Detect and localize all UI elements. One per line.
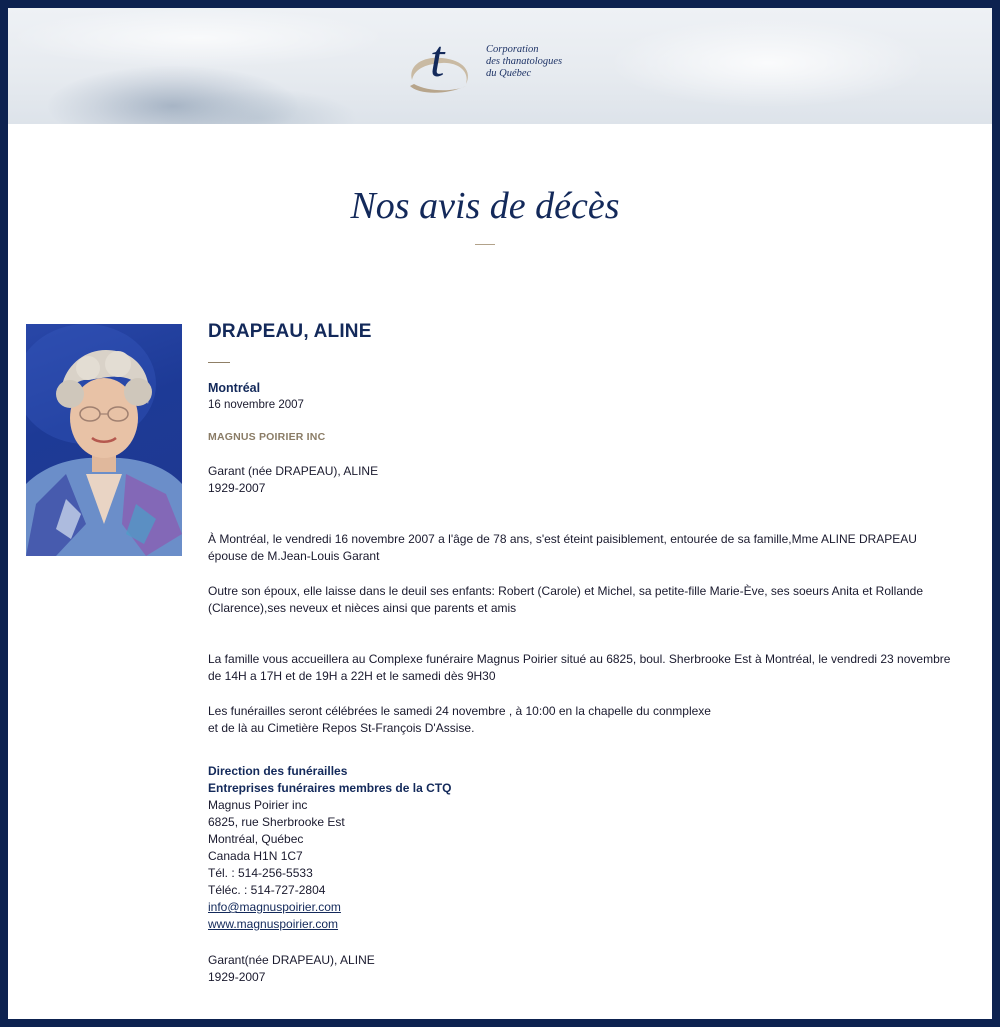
text-line: et de là au Cimetière Repos St-François D'Assise. — [208, 721, 475, 735]
funeral-direction-block — [208, 763, 958, 933]
sky-cloud — [608, 18, 928, 108]
obituary-paragraph — [208, 703, 958, 737]
text-line: 1929-2007 — [208, 481, 266, 495]
logo-letter: t — [430, 31, 445, 88]
direction-heading: Direction des funérailles — [208, 764, 348, 778]
obituary-city: Montréal — [208, 381, 261, 395]
text-line: Les funérailles seront célébrées le samedi 24 novembre , à 10:00 en la chapelle du conmplexe — [208, 704, 711, 718]
email-link[interactable]: info@magnuspoirier.com — [208, 900, 341, 914]
company-phone: Tél. : 514-256-5533 — [208, 866, 313, 880]
name-divider — [208, 362, 230, 363]
page-title: Nos avis de décès — [350, 185, 620, 227]
obituary-heading-block — [208, 463, 958, 497]
funeral-home-name: MAGNUS POIRIER INC — [208, 431, 326, 443]
direction-subheading: Entreprises funéraires membres de la CTQ — [208, 781, 452, 795]
obituary-paragraph — [208, 651, 958, 685]
deceased-name: DRAPEAU, ALINE — [208, 321, 372, 342]
company-postal: Canada H1N 1C7 — [208, 849, 303, 863]
obituary-footer-block — [208, 952, 958, 986]
logo-line: des thanatologues — [486, 56, 563, 67]
company-name: Magnus Poirier inc — [208, 798, 308, 812]
sky-cloud — [8, 8, 388, 68]
title-divider — [475, 244, 495, 245]
text-line: 1929-2007 — [208, 970, 266, 984]
text-line: (Clarence),ses neveux et nièces ainsi que parents et amis — [208, 601, 517, 615]
text-line: La famille vous accueillera au Complexe funéraire Magnus Poirier situé au 6825, boul. Sherbrooke Est à Montréal, le vendredi 23 novembre — [208, 652, 951, 666]
text-line: épouse de M.Jean-Louis Garant — [208, 549, 380, 563]
company-street: 6825, rue Sherbrooke Est — [208, 815, 345, 829]
page-frame — [8, 8, 992, 1019]
portrait-image — [26, 324, 182, 556]
website-link[interactable]: www.magnuspoirier.com — [208, 917, 339, 931]
obituary-date: 16 novembre 2007 — [208, 399, 304, 411]
text-line: de 14H a 17H et de 19H a 22H et le samedi dès 9H30 — [208, 669, 496, 683]
text-line: Garant (née DRAPEAU), ALINE — [208, 464, 379, 478]
company-fax: Téléc. : 514-727-2804 — [208, 883, 326, 897]
ctq-logo-icon[interactable] — [404, 26, 476, 96]
header-banner — [8, 8, 992, 124]
text-line: Garant(née DRAPEAU), ALINE — [208, 953, 375, 967]
logo-wordmark[interactable] — [486, 44, 562, 80]
company-city: Montréal, Québec — [208, 832, 304, 846]
obituary-paragraph — [208, 583, 958, 617]
text-line: À Montréal, le vendredi 16 novembre 2007 a l'âge de 78 ans, s'est éteint paisiblement, entourée de sa famille,Mme ALINE DRAPEAU — [208, 532, 917, 546]
text-line: Outre son époux, elle laisse dans le deuil ses enfants: Robert (Carole) et Michel, sa petite-fille Marie-Ève, ses soeurs Anita et Rollande — [208, 584, 924, 598]
logo-line: Corporation — [486, 44, 539, 55]
obituary-paragraph — [208, 531, 958, 565]
deceased-photo — [26, 324, 182, 556]
logo-line: du Québec — [486, 68, 532, 79]
